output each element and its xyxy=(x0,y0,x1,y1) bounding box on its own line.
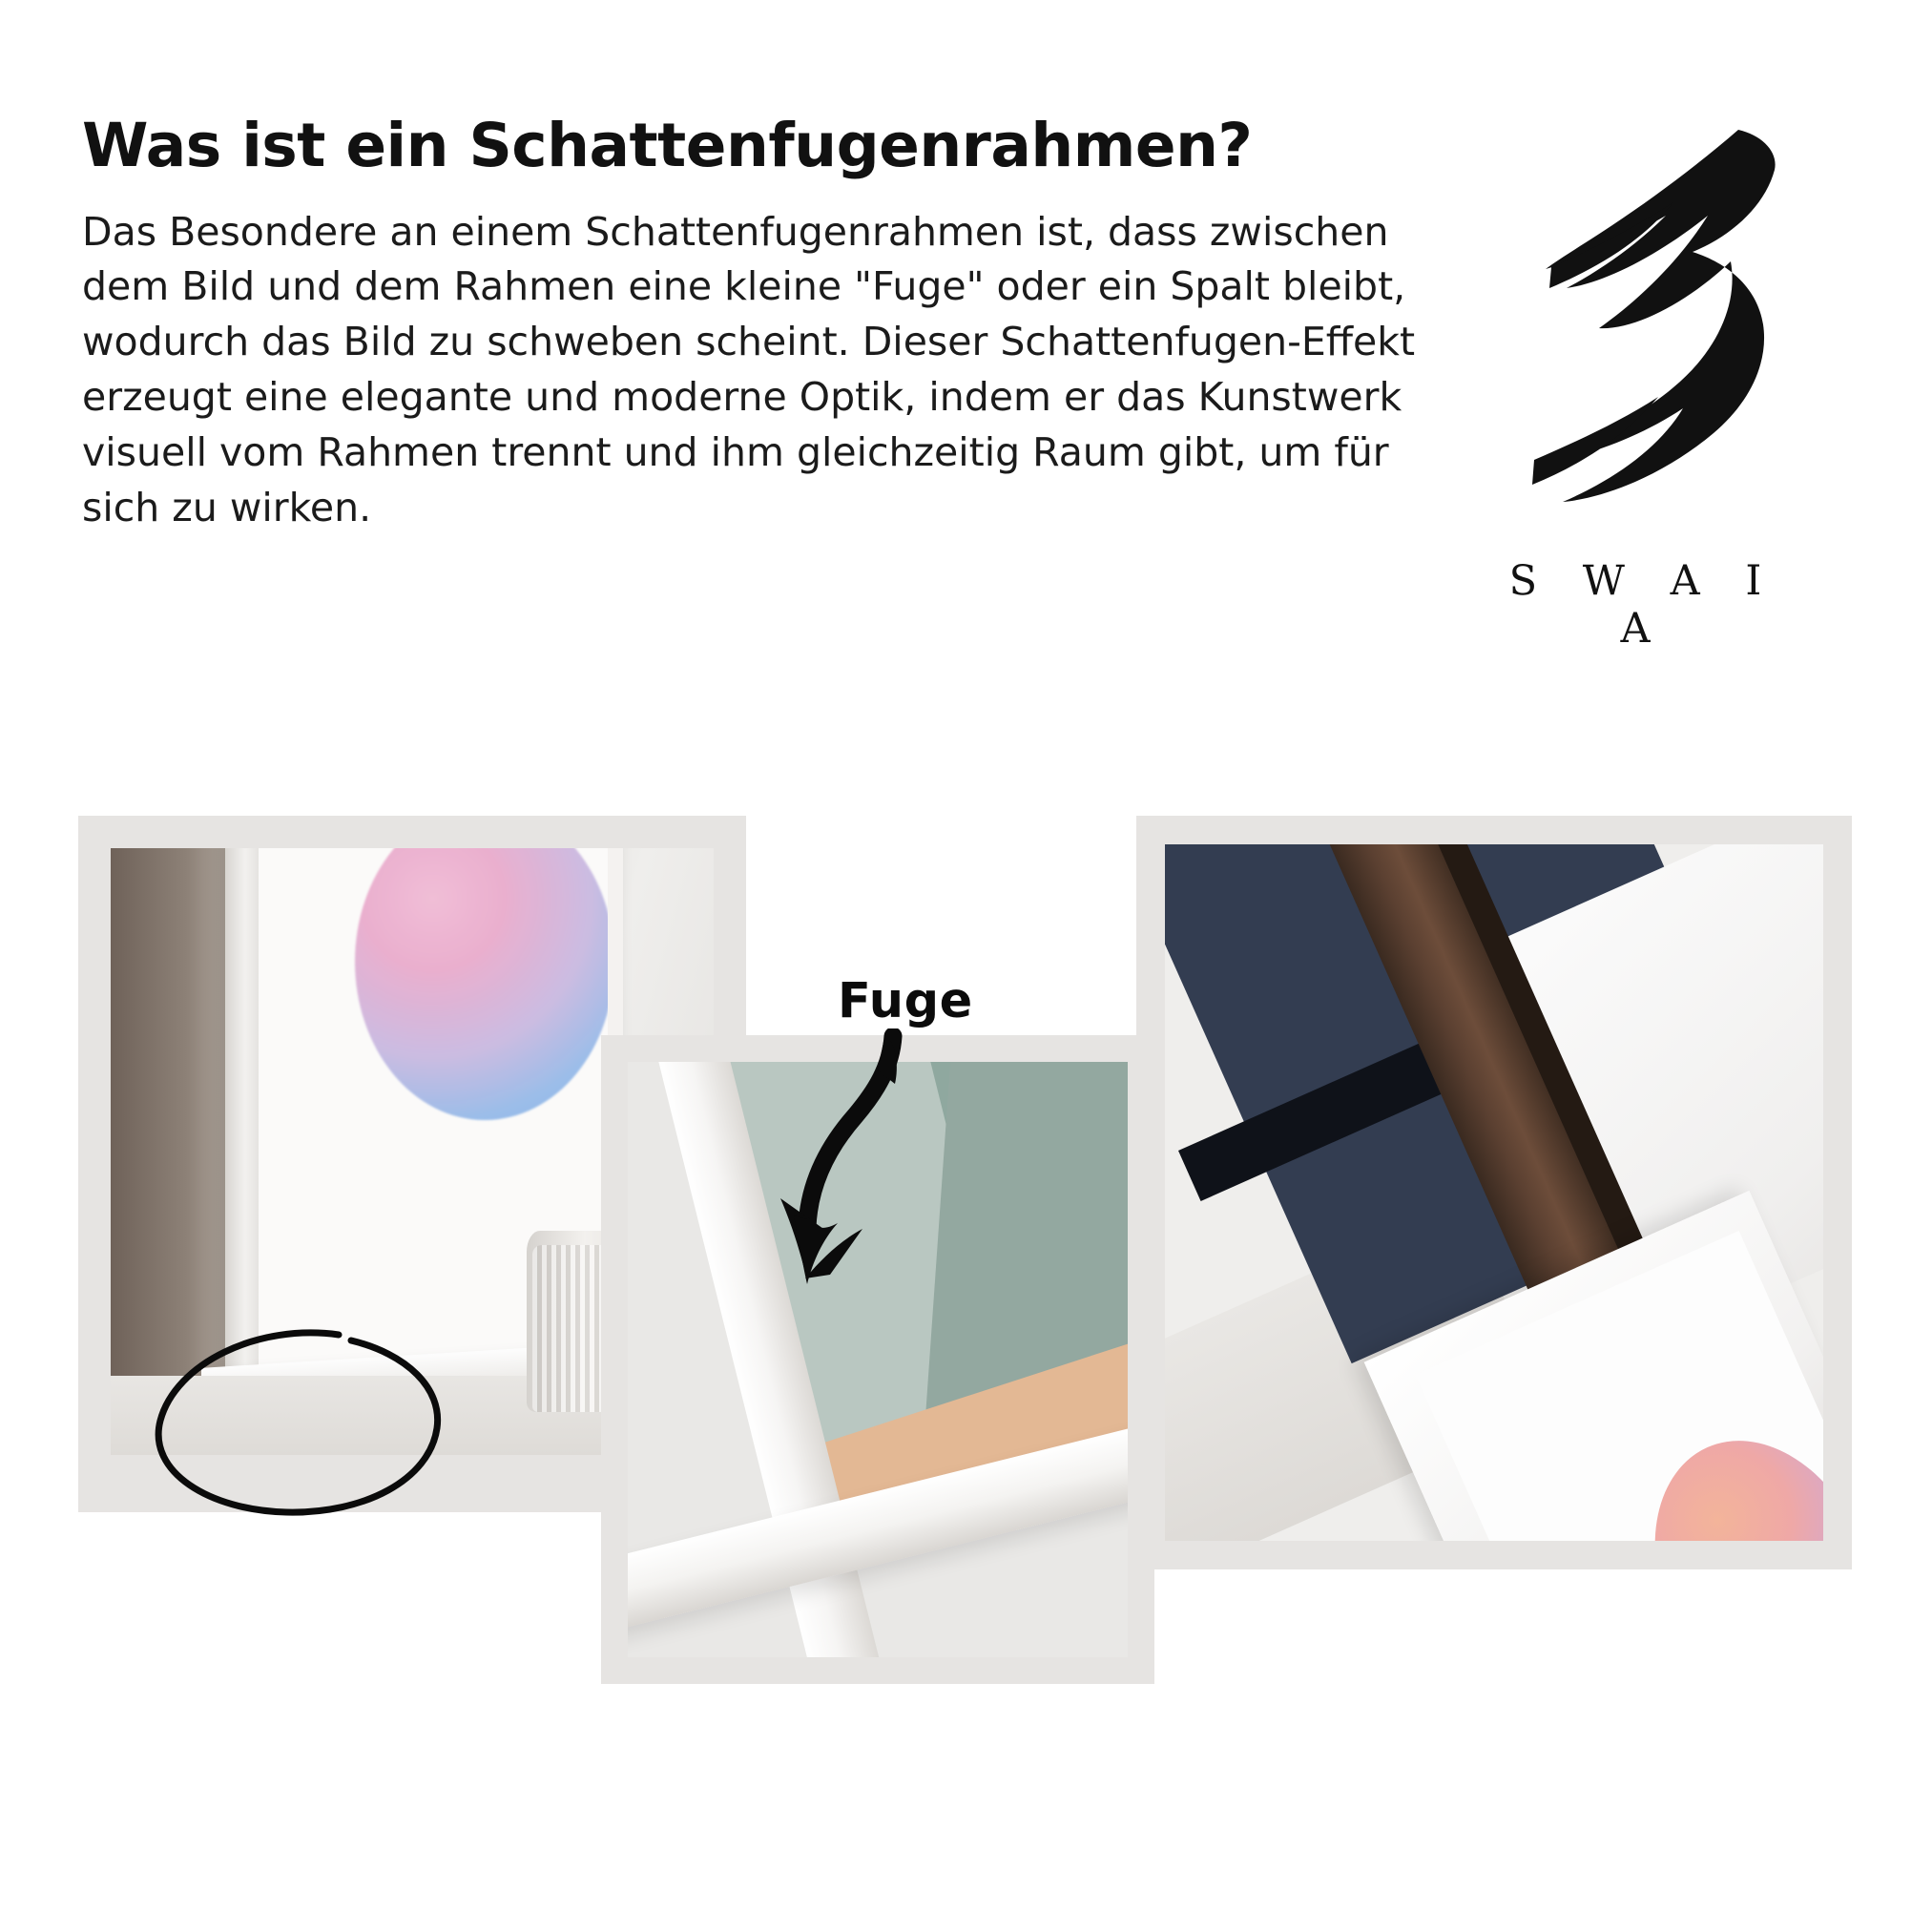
photo-a-frame-edge xyxy=(225,848,259,1394)
photo-white-frame-sage-art xyxy=(601,1035,1154,1684)
intro-text-block xyxy=(82,113,1437,535)
photo-a-wall xyxy=(111,848,238,1455)
brand-logo xyxy=(1478,124,1793,658)
photo-a-gradient-circle xyxy=(355,848,607,1120)
photo-b-scene xyxy=(1165,844,1823,1541)
photo-collage xyxy=(0,782,1932,1932)
page-title: Was ist ein Schattenfugenrahmen? xyxy=(82,111,1253,180)
fuge-annotation-label: Fuge xyxy=(838,973,973,1029)
swaia-s-logo-icon xyxy=(1492,124,1778,544)
intro-paragraph: Das Besondere an einem Schattenfugenrahmen ist, dass zwischen dem Bild und dem Rahmen eine kleine "Fuge" oder ein Spalt bleibt, wodurch das Bild zu schweben scheint. Dieser Schattenfugen-Effekt erzeugt eine elegante und moderne Optik, indem er das Kunstwerk visuell vom Rahmen trennt und ihm gleichzeitig Raum gibt, um für sich zu wirken. xyxy=(82,208,1416,530)
photo-dark-wood-and-white-frames xyxy=(1136,816,1852,1569)
brand-wordmark: S W A I A xyxy=(1508,557,1778,653)
photo-c-scene xyxy=(628,1062,1128,1657)
photo-b-gradient-circle xyxy=(1613,1405,1823,1541)
